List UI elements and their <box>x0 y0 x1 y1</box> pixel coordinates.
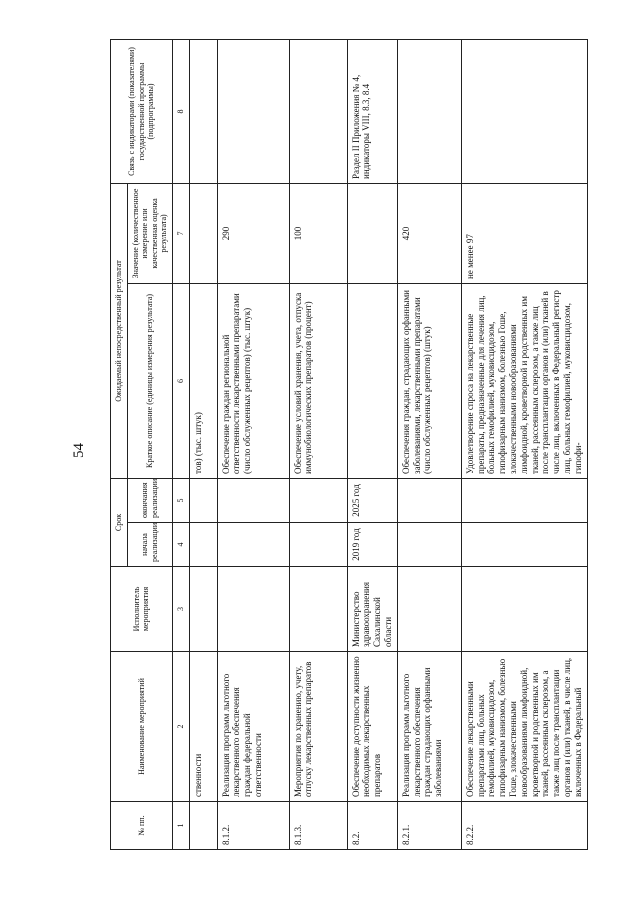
cell-num: 8.1.2. <box>217 802 289 850</box>
cell-executor <box>217 567 289 652</box>
cell-end <box>397 478 461 522</box>
cell-executor <box>461 567 587 652</box>
cell-value <box>347 183 397 283</box>
cell-num: 8.2.2. <box>461 802 587 850</box>
cell-end <box>217 478 289 522</box>
cell-link <box>289 39 347 183</box>
cell-executor: Министерство здравоохранения Сахалинской области <box>347 567 397 652</box>
cell-link <box>189 39 217 183</box>
cell-value: 100 <box>289 183 347 283</box>
cell-link <box>217 39 289 183</box>
table-row <box>189 39 217 849</box>
cell-num: 8.1.3. <box>289 802 347 850</box>
col-index: 1 <box>172 802 189 850</box>
cell-start <box>397 523 461 567</box>
table-row <box>289 39 347 849</box>
col-index: 8 <box>172 39 189 183</box>
table-row <box>397 39 461 849</box>
rotated-table-wrapper <box>110 40 595 850</box>
cell-desc: Обеспечение условий хранения, учета, отпуска иммунобиологических препаратов (процент) <box>289 283 347 478</box>
header-link: Связь с индикаторами (показателями) государственной программы (подпрограммы) <box>111 39 173 183</box>
col-index: 3 <box>172 567 189 652</box>
cell-num: 8.2.1. <box>397 802 461 850</box>
header-term: Срок <box>111 478 128 566</box>
cell-name: Реализация программ льготного лекарственного обеспечения граждан федеральной ответственности <box>217 652 289 802</box>
cell-name: Обеспечение доступности жизненно необходимых лекарственных препаратов <box>347 652 397 802</box>
cell-link: Раздел II Приложения № 4, индикаторы VIII, 8.3, 8.4 <box>347 39 397 183</box>
header-result: Ожидаемый непосредственный результат <box>111 183 128 478</box>
cell-start <box>461 523 587 567</box>
cell-value: 420 <box>397 183 461 283</box>
col-index: 2 <box>172 652 189 802</box>
header-start: начала реализации <box>127 523 172 567</box>
header-executor: Исполнитель мероприятия <box>111 567 173 652</box>
cell-num <box>189 802 217 850</box>
cell-executor <box>289 567 347 652</box>
cell-link <box>461 39 587 183</box>
cell-start <box>217 523 289 567</box>
cell-value <box>189 183 217 283</box>
cell-end <box>189 478 217 522</box>
header-name: Наименование мероприятий <box>111 652 173 802</box>
header-num: № пп. <box>111 802 173 850</box>
cell-start <box>189 523 217 567</box>
header-end: окончания реализации <box>127 478 172 522</box>
header-desc: Краткое описание (единицы измерения результата) <box>127 283 172 478</box>
cell-num: 8.2. <box>347 802 397 850</box>
cell-executor <box>189 567 217 652</box>
col-index: 5 <box>172 478 189 522</box>
col-index: 7 <box>172 183 189 283</box>
page-number: 54 <box>71 443 87 458</box>
table-row <box>461 39 587 849</box>
header-value: Значение (количественное измерение или качественная оценка результата) <box>127 183 172 283</box>
cell-value: не менее 97 <box>461 183 587 283</box>
cell-start <box>289 523 347 567</box>
cell-desc: Обеспечения граждан, страдающих орфанными заболеваниями, лекарственными препаратами (число обслуженных рецептов) (штук) <box>397 283 461 478</box>
measures-table <box>110 39 588 850</box>
cell-name: Реализация программ льготного лекарственного обеспечения граждан страдающих орфанными заболеваниями <box>397 652 461 802</box>
header-row-1 <box>111 39 128 849</box>
table-row <box>347 39 397 849</box>
cell-link <box>397 39 461 183</box>
cell-end <box>461 478 587 522</box>
cell-name: Обеспечение лекарственными препаратами лиц, больных гемофилией, муковисцидозом, гипофизарным нанизмом, болезнью Гоше, злокачественными новообразованиями лимфоидной, кроветворной и родственных им тканей, рассеянным склерозом, а также лиц после трансплантации органов и (или) тканей, в числе лиц, включенных в Федеральный <box>461 652 587 802</box>
cell-name: ственности <box>189 652 217 802</box>
cell-end <box>289 478 347 522</box>
col-index: 6 <box>172 283 189 478</box>
column-index-row <box>172 39 189 849</box>
cell-desc: Обеспечение граждан региональной ответственности лекарственными препаратами (число обслуженных рецептов) (тыс. штук) <box>217 283 289 478</box>
cell-end: 2025 год <box>347 478 397 522</box>
table-row <box>217 39 289 849</box>
col-index: 4 <box>172 523 189 567</box>
cell-start: 2019 год <box>347 523 397 567</box>
cell-executor <box>397 567 461 652</box>
cell-name: Мероприятия по хранению, учету, отпуску лекарственных препаратов <box>289 652 347 802</box>
cell-desc: Удовлетворение спроса на лекарственные препараты, предназначенные для лечения лиц, больных гемофилией, муковисцидозом, гипофизарным нанизмом, болезнью Гоше, злокачественными новообразованиями лимфоидной, кроветворной и родственных им тканей, рассеянным склерозом, а также лиц после трансплантации органов и (или) тканей в числе лиц, включенных в Федеральный регистр лиц, больных гемофилией, муковисцидозом, гипофи- <box>461 283 587 478</box>
cell-value: 290 <box>217 183 289 283</box>
cell-desc: тов) (тыс. штук) <box>189 283 217 478</box>
cell-desc <box>347 283 397 478</box>
